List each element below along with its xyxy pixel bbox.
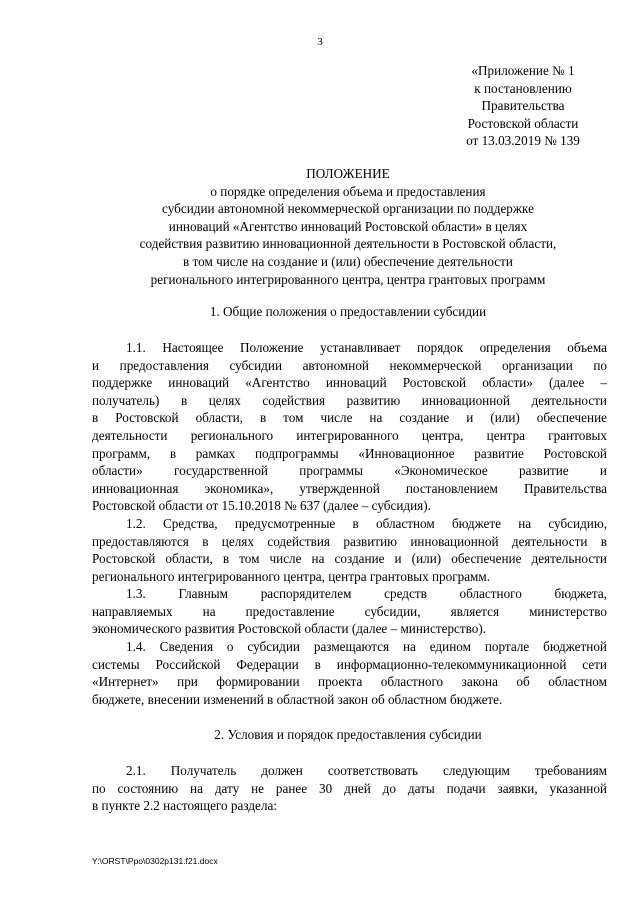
text-line: получатель) в целях содействия развитию инновационной деятельности xyxy=(92,392,607,408)
text-line: и предоставления субсидии автономной некоммерческой организации по xyxy=(92,357,607,373)
text-line: системы Российской Федерации в информационно-телекоммуникационной сети xyxy=(92,656,607,672)
document-title: ПОЛОЖЕНИЕ xyxy=(306,166,390,181)
section-2-title: 2. Условия и порядок предоставления субсидии xyxy=(214,727,482,742)
text-line: поддержке инноваций «Агентство инноваций Ростовской области» (далее – xyxy=(92,375,607,391)
document-subtitle-line: о порядке определения объема и предоставления xyxy=(210,183,486,199)
text-line: экономического развития Ростовской области (далее – министерство). xyxy=(92,621,487,637)
text-line: области» государственной программы «Экономическое развитие и xyxy=(92,463,607,479)
document-subtitle-line: субсидии автономной некоммерческой организации по поддержке xyxy=(162,201,534,217)
text-line: предоставляются в целях содействия развитию инновационной деятельности в xyxy=(92,533,607,549)
paragraph-1-4 xyxy=(92,638,607,708)
text-line: Ростовской области, в том числе на создание и (или) обеспечение деятельности xyxy=(92,551,607,567)
text-line: 1.1. Настоящее Положение устанавливает порядок определения объема xyxy=(126,340,607,355)
document-subtitle-line: содействия развитию инновационной деятельности в Ростовской области, xyxy=(139,236,557,252)
text-line: инновационная экономика», утвержденной постановлением Правительства xyxy=(92,480,607,496)
text-line: в пункте 2.2 настоящего раздела: xyxy=(92,798,277,814)
page-number: 3 xyxy=(317,36,323,48)
document-header xyxy=(98,165,598,288)
text-line: 1.4. Сведения о субсидии размещаются на едином портале бюджетной xyxy=(126,639,607,654)
text-line: бюджете, внесении изменений в областной закон об областном бюджете. xyxy=(92,691,503,707)
document-subtitle-line: инноваций «Агентство инноваций Ростовской области» в целях xyxy=(168,218,528,234)
text-line: программ, в рамках подпрограммы «Инновационное развитие Ростовской xyxy=(92,445,607,461)
appendix-line: Ростовской области xyxy=(467,115,579,131)
text-line: регионального интегрированного центра, центра грантовых программ. xyxy=(92,568,491,584)
text-line: в Ростовской области, в том числе на создание и (или) обеспечение xyxy=(92,410,607,426)
appendix-line: к постановлению xyxy=(474,80,572,96)
appendix-line: «Приложение № 1 xyxy=(471,63,575,78)
section-1-title: 1. Общие положения о предоставлении субсидии xyxy=(209,304,487,319)
appendix-block xyxy=(448,62,598,150)
text-line: направляемых на предоставление субсидии, является министерство xyxy=(92,603,607,619)
text-line: деятельности регионального интегрированного центра, центра грантовых xyxy=(92,427,607,443)
paragraph-1-3 xyxy=(92,585,607,638)
paragraph-1-2 xyxy=(92,515,607,585)
document-subtitle-line: в том числе на создание и (или) обеспечение деятельности xyxy=(183,253,513,269)
footer-file-path: Y:\ORST\Ppo\0302p131.f21.docx xyxy=(92,856,218,866)
paragraph-1-1 xyxy=(92,339,607,515)
text-line: 2.1. Получатель должен соответствовать следующим требованиям xyxy=(126,763,607,778)
appendix-line: Правительства xyxy=(481,98,565,114)
document-subtitle-line: регионального интегрированного центра, центра грантовых программ xyxy=(150,271,546,287)
text-line: Ростовской области от 15.10.2018 № 637 (далее – субсидия). xyxy=(92,498,431,514)
paragraph-2-1 xyxy=(92,762,607,815)
text-line: 1.3. Главным распорядителем средств областного бюджета, xyxy=(126,586,607,601)
appendix-line: от 13.03.2019 № 139 xyxy=(466,133,580,149)
text-line: по состоянию на дату не ранее 30 дней до даты подачи заявки, указанной xyxy=(92,780,607,796)
text-line: 1.2. Средства, предусмотренные в областном бюджете на субсидию, xyxy=(126,516,607,531)
text-line: «Интернет» при формировании проекта областного закона об областном xyxy=(92,674,607,690)
